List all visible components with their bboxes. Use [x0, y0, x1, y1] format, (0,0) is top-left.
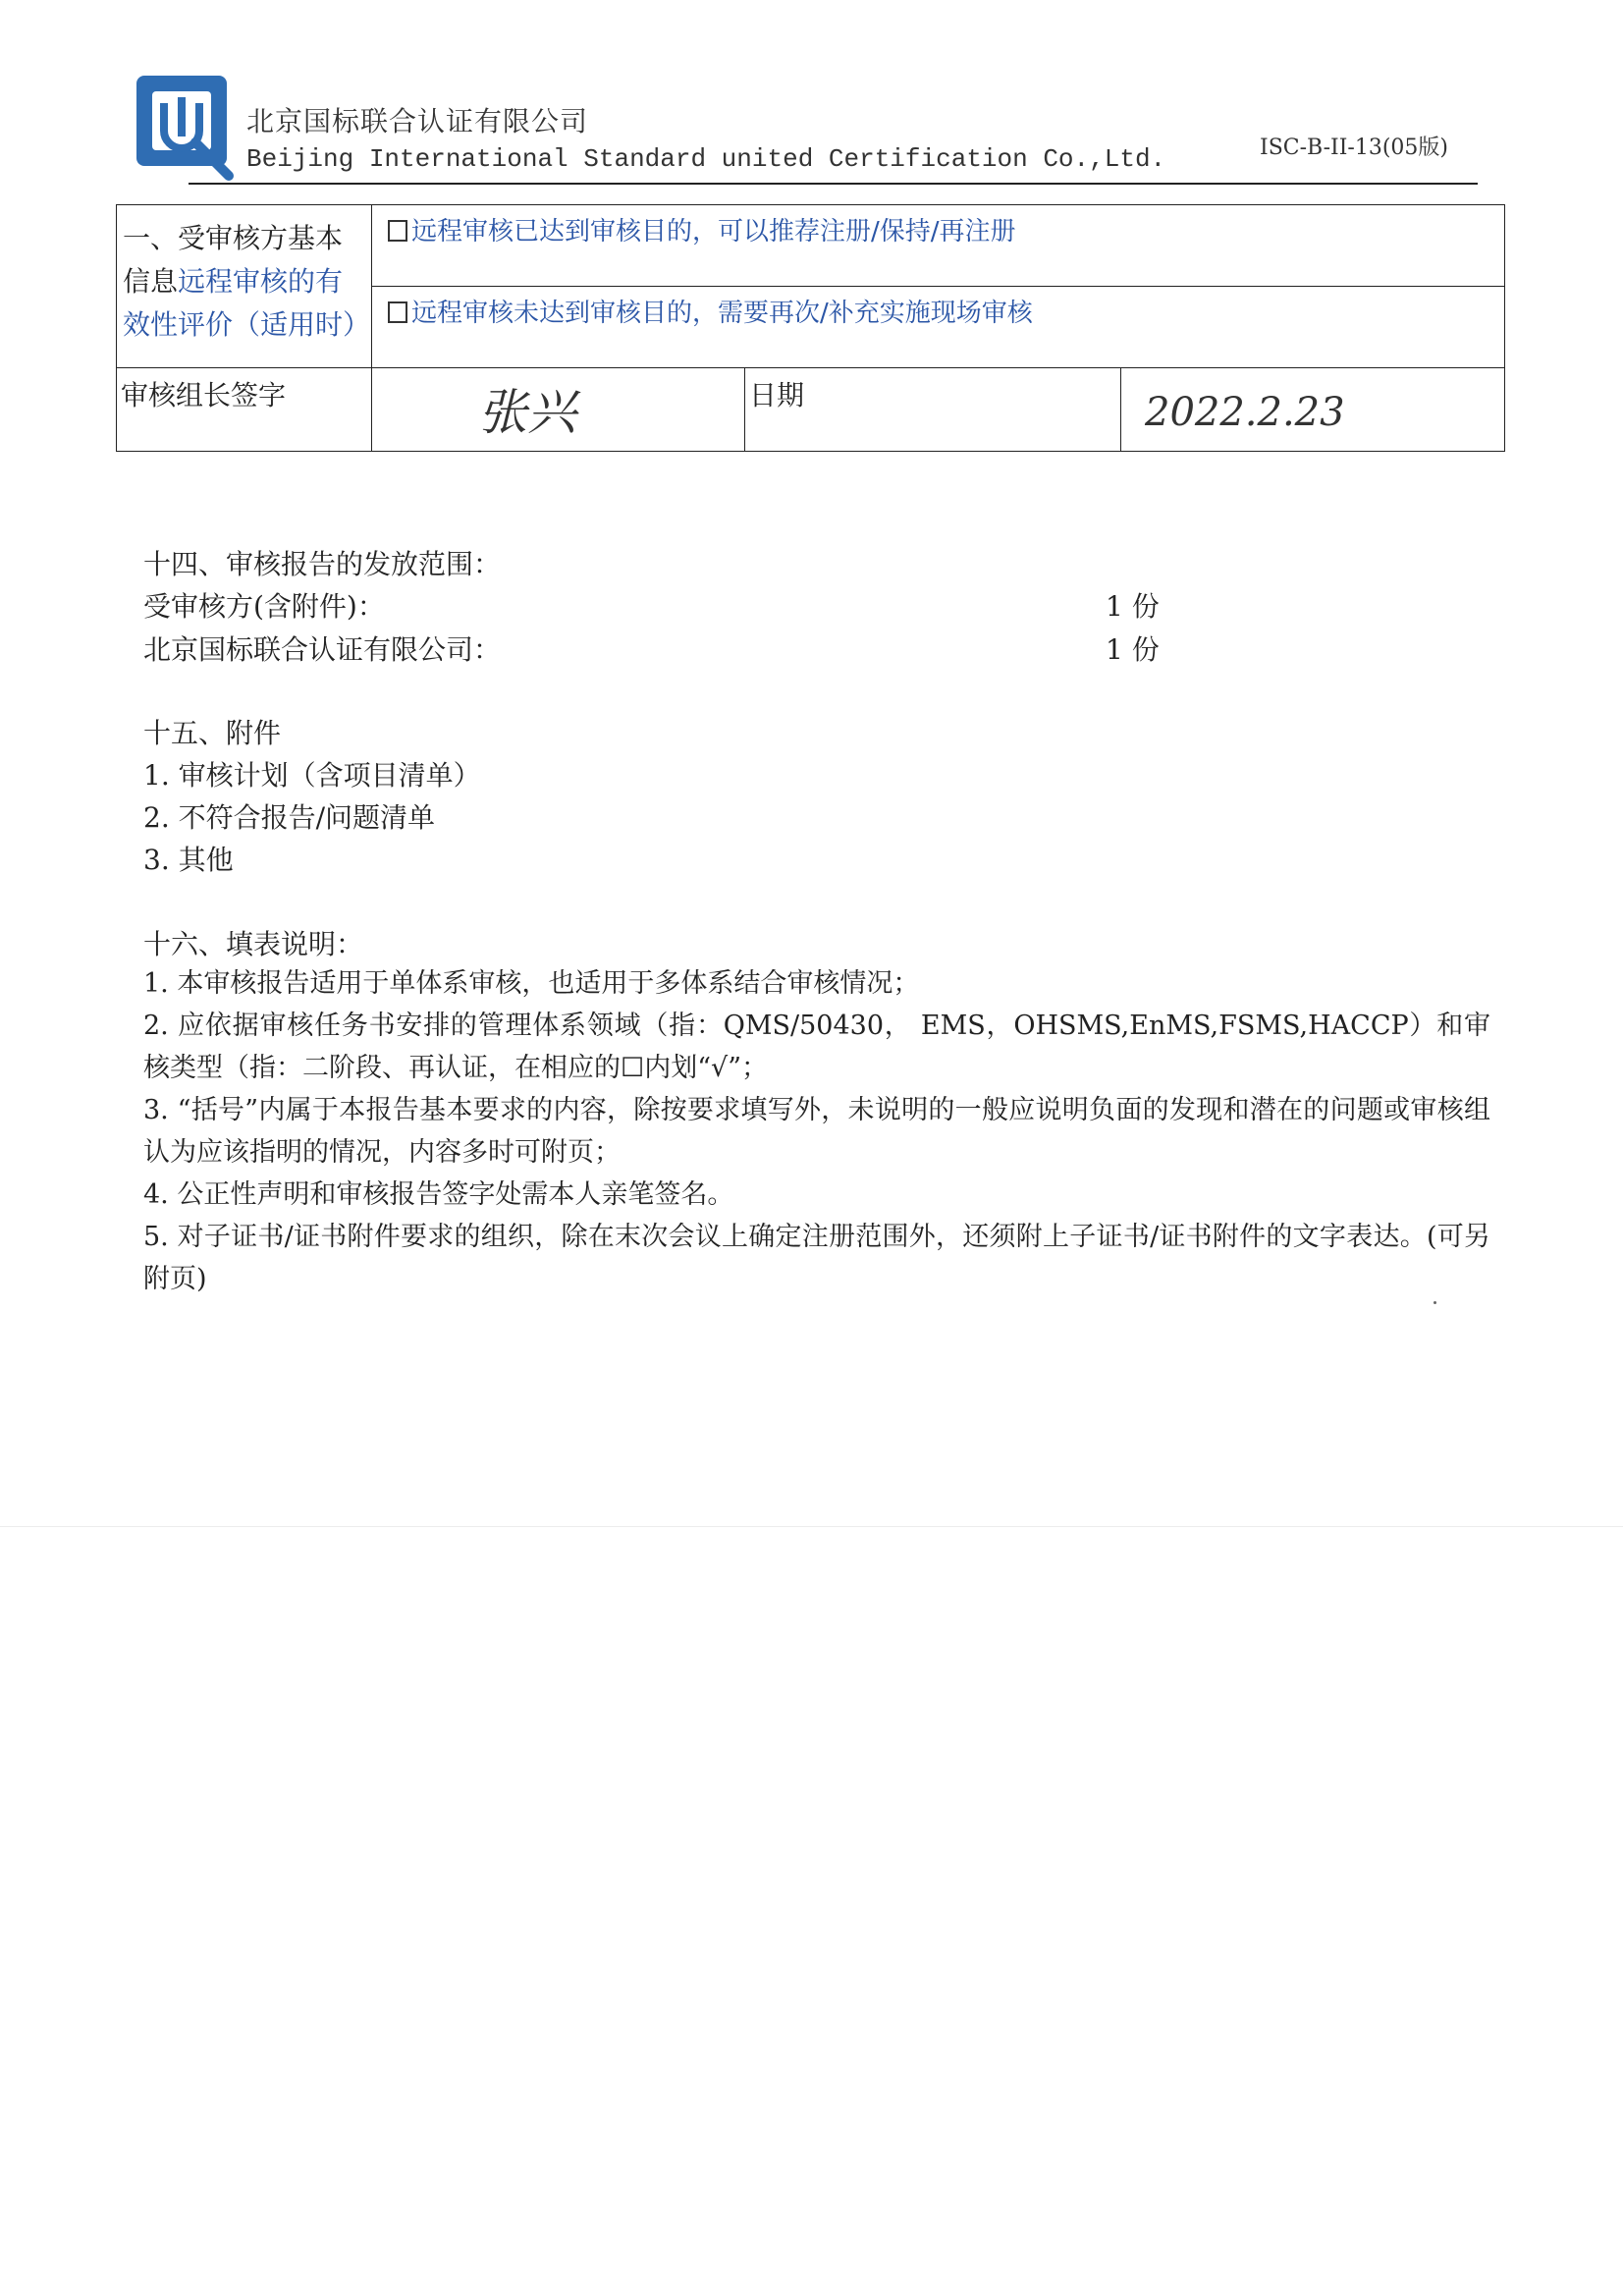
section16-title: 十六、填表说明：: [143, 928, 364, 960]
company-logo-icon: [135, 74, 243, 182]
distribution-item-qty: 1 份: [1106, 633, 1160, 666]
section15-title: 十五、附件: [143, 717, 282, 749]
option-achieved-label: 远程审核已达到审核目的，可以推荐注册/保持/再注册: [411, 217, 1016, 246]
attachment-item: 3. 其他: [143, 844, 234, 876]
evaluation-table: [116, 204, 1505, 452]
scan-speck: [1434, 1301, 1436, 1304]
section14-title: 十四、审核报告的发放范围：: [143, 548, 502, 580]
option-not-achieved-checkbox[interactable]: [388, 301, 407, 323]
option-not-achieved-cell: [372, 287, 1505, 368]
date-label: 日期: [745, 368, 1121, 452]
leader-sign-label: 审核组长签字: [117, 368, 372, 452]
attachment-item: 1. 审核计划（含项目清单）: [143, 759, 481, 792]
company-name-en: Beijing International Standard united Certification Co.,Ltd.: [246, 144, 1166, 174]
option-achieved-checkbox[interactable]: [388, 220, 407, 242]
basic-info-label: 一、受审核方基本信息: [123, 222, 344, 298]
option-not-achieved-label: 远程审核未达到审核目的，需要再次/补充实施现场审核: [411, 299, 1033, 328]
instruction-item: 1. 本审核报告适用于单体系审核，也适用于多体系结合审核情况；: [143, 968, 920, 999]
instruction-item: 2. 应依据审核任务书安排的管理体系领域（指：QMS/50430， EMS，OHSMS,EnMS,FSMS,HACCP）和审核类型（指：二阶段、再认证，在相应的☐内划“√”；: [143, 1011, 1490, 1083]
distribution-item-name: 北京国标联合认证有限公司：: [143, 633, 502, 666]
header-divider: [189, 183, 1478, 185]
date-signature-cell: [1121, 368, 1505, 452]
leader-signature-text: 张兴: [478, 384, 576, 441]
instruction-item: 4. 公正性声明和审核报告签字处需本人亲笔签名。: [143, 1179, 734, 1210]
option-achieved-cell: [372, 205, 1505, 287]
remote-audit-eval-label: 远程审核的有效性评价（适用时）: [123, 265, 371, 341]
company-name-cn: 北京国标联合认证有限公司: [246, 105, 589, 137]
date-handwritten: [1121, 368, 1505, 447]
date-handwritten-text: 2022.2.23: [1145, 390, 1345, 435]
distribution-item-name: 受审核方(含附件)：: [143, 590, 385, 623]
leader-signature: [372, 368, 745, 447]
attachment-item: 2. 不符合报告/问题清单: [143, 801, 436, 834]
distribution-item-qty: 1 份: [1106, 590, 1160, 623]
instruction-item: 3. “括号”内属于本报告基本要求的内容，除按要求填写外，未说明的一般应说明负面的发现和潜在的问题或审核组认为应该指明的情况，内容多时可附页；: [143, 1095, 1490, 1168]
leader-signature-cell: [372, 368, 745, 452]
evaluation-label-cell: [117, 205, 372, 368]
instruction-item: 5. 对子证书/证书附件要求的组织，除在末次会议上确定注册范围外，还须附上子证书/证书附件的文字表达。(可另附页): [143, 1222, 1490, 1294]
document-code: ISC-B-II-13(05版): [1260, 136, 1449, 160]
scan-fold-line: [0, 1526, 1623, 1527]
